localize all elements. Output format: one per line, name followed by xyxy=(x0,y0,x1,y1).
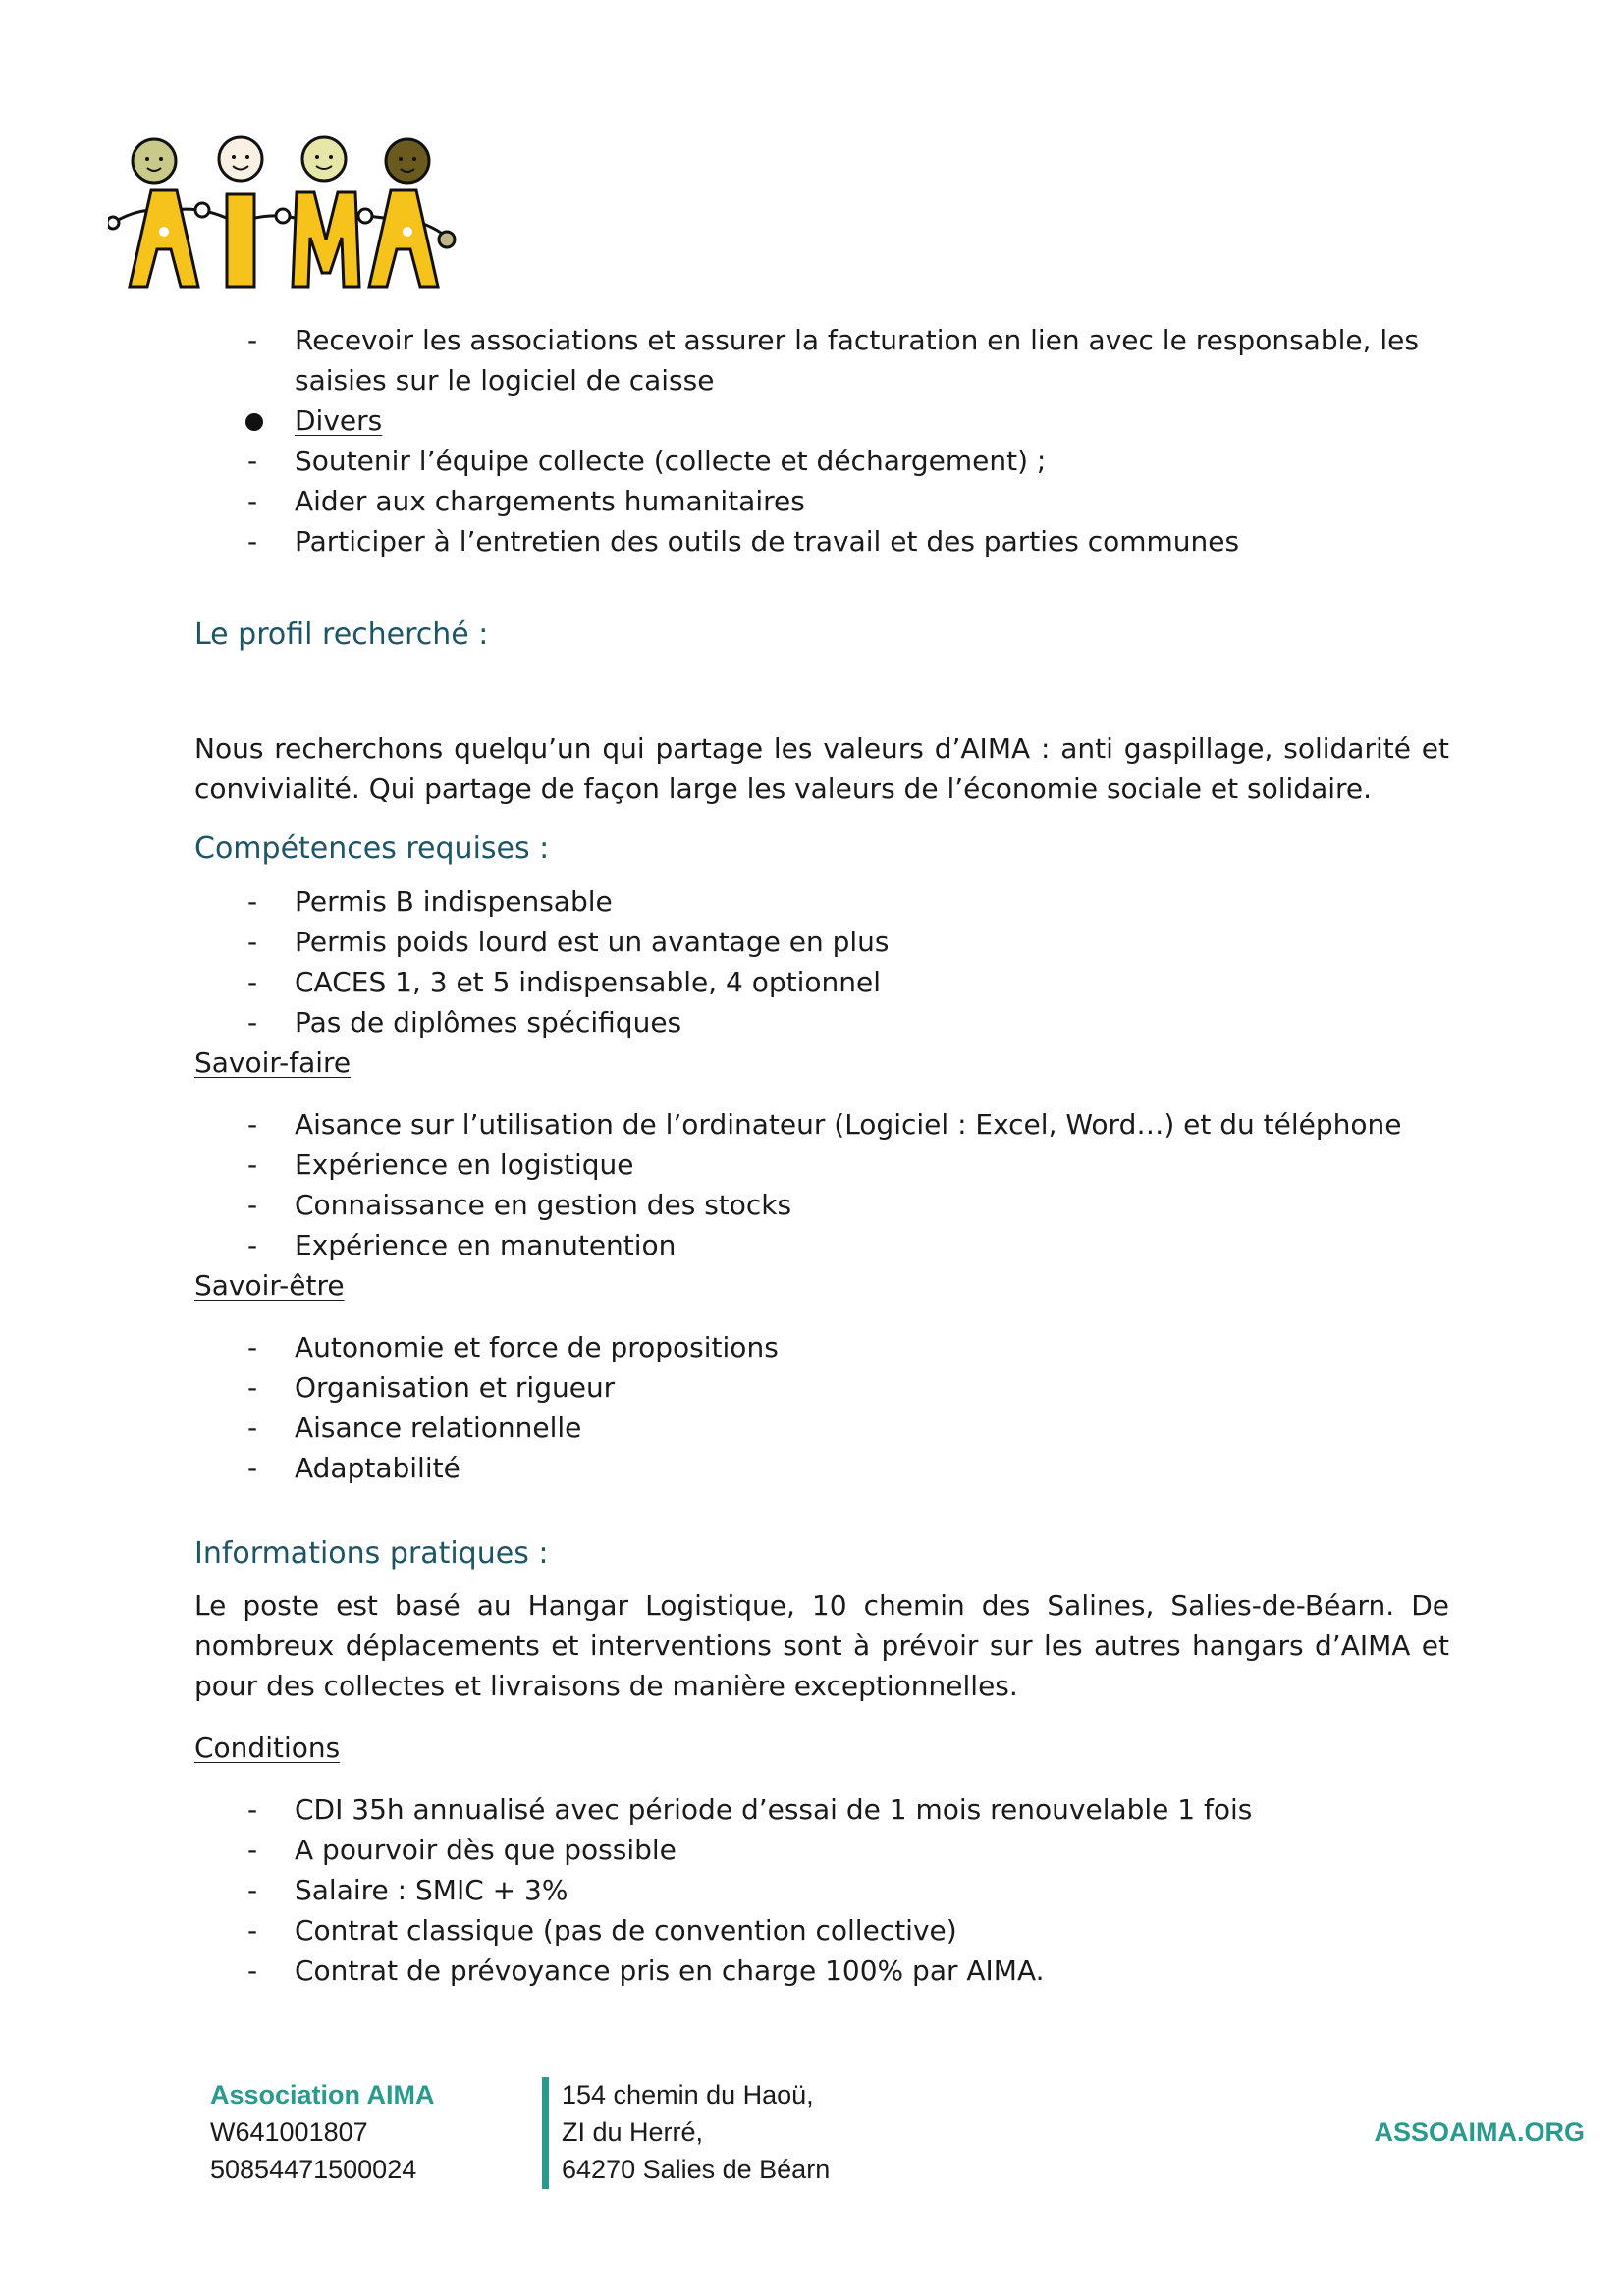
list-item: - Soutenir l’équipe collecte (collecte et déchargement) ; xyxy=(247,445,1047,477)
profile-heading: Le profil recherché : xyxy=(194,617,489,652)
savoir-etre-list xyxy=(194,1327,1449,1488)
divers-bullet: Divers xyxy=(194,400,1449,441)
savoir-faire-heading: Savoir-faire xyxy=(194,1046,352,1079)
conditions-heading: Conditions xyxy=(194,1732,341,1764)
bullet-icon xyxy=(245,413,263,431)
footer-org-info xyxy=(210,2076,435,2188)
list-item: - Aider aux chargements humanitaires xyxy=(247,485,805,517)
practical-text: Le poste est basé au Hangar Logistique, 10 chemin des Salines, Salies-de-Béarn. De nombreux déplacements et interventions sont à prévoir sur les autres hangars d’AIMA et pour des collectes et livraisons de manière exceptionnelles. xyxy=(194,1589,1449,1702)
list-item: - Aisance sur l’utilisation de l’ordinateur (Logiciel : Excel, Word…) et du téléphone xyxy=(247,1108,1402,1141)
skills-heading: Compétences requises : xyxy=(194,831,550,866)
list-item: - CDI 35h annualisé avec période d’essai de 1 mois renouvelable 1 fois xyxy=(247,1793,1253,1826)
list-item: - Organisation et rigueur xyxy=(247,1371,616,1404)
list-item: - Permis poids lourd est un avantage en plus xyxy=(247,926,890,958)
footer-org-name: Association AIMA xyxy=(210,2080,435,2109)
list-item: - CACES 1, 3 et 5 indispensable, 4 optionnel xyxy=(247,966,882,998)
footer-address: 154 chemin du Haoü, ZI du Herré, 64270 Salies de Béarn xyxy=(562,2080,831,2184)
document-body xyxy=(194,320,1449,1991)
list-item: - Participer à l’entretien des outils de travail et des parties communes xyxy=(247,525,1240,558)
list-item: - Expérience en manutention xyxy=(247,1229,677,1261)
list-item: - Contrat classique (pas de convention collective) xyxy=(247,1914,957,1947)
divers-list xyxy=(194,441,1449,561)
footer-siret: 50854471500024 xyxy=(210,2155,417,2184)
profile-text: Nous recherchons quelqu’un qui partage les valeurs d’AIMA : anti gaspillage, solidarité et convivialité. Qui partage de façon large les valeurs de l’économie sociale et solidaire. xyxy=(194,732,1449,805)
list-item: - Expérience en logistique xyxy=(247,1148,634,1181)
list-item: - Pas de diplômes spécifiques xyxy=(247,1006,682,1039)
list-item: - Salaire : SMIC + 3% xyxy=(247,1874,568,1906)
list-item: - Connaissance en gestion des stocks xyxy=(247,1189,792,1221)
list-item: - Adaptabilité xyxy=(247,1452,460,1484)
aima-logo xyxy=(108,130,463,293)
list-item: - Contrat de prévoyance pris en charge 100% par AIMA. xyxy=(247,1954,1045,1987)
footer-rna: W641001807 xyxy=(210,2117,368,2147)
list-item: - Recevoir les associations et assurer la facturation en lien avec le responsable, les saisies sur le logiciel de caisse xyxy=(247,324,1419,397)
savoir-etre-heading: Savoir-être xyxy=(194,1269,345,1302)
aima-logo-graphic xyxy=(108,130,463,293)
conditions-list xyxy=(194,1789,1449,1991)
footer-website-link[interactable]: ASSOAIMA.ORG xyxy=(1374,2117,1585,2147)
list-item: - Aisance relationnelle xyxy=(247,1412,582,1444)
savoir-faire-list xyxy=(194,1104,1449,1265)
duties-list xyxy=(194,320,1449,400)
footer-divider xyxy=(542,2077,549,2189)
practical-heading: Informations pratiques : xyxy=(194,1536,549,1571)
list-item: - Permis B indispensable xyxy=(247,885,613,918)
skills-list xyxy=(194,881,1449,1042)
list-item: - Autonomie et force de propositions xyxy=(247,1331,779,1363)
list-item: - A pourvoir dès que possible xyxy=(247,1834,677,1866)
